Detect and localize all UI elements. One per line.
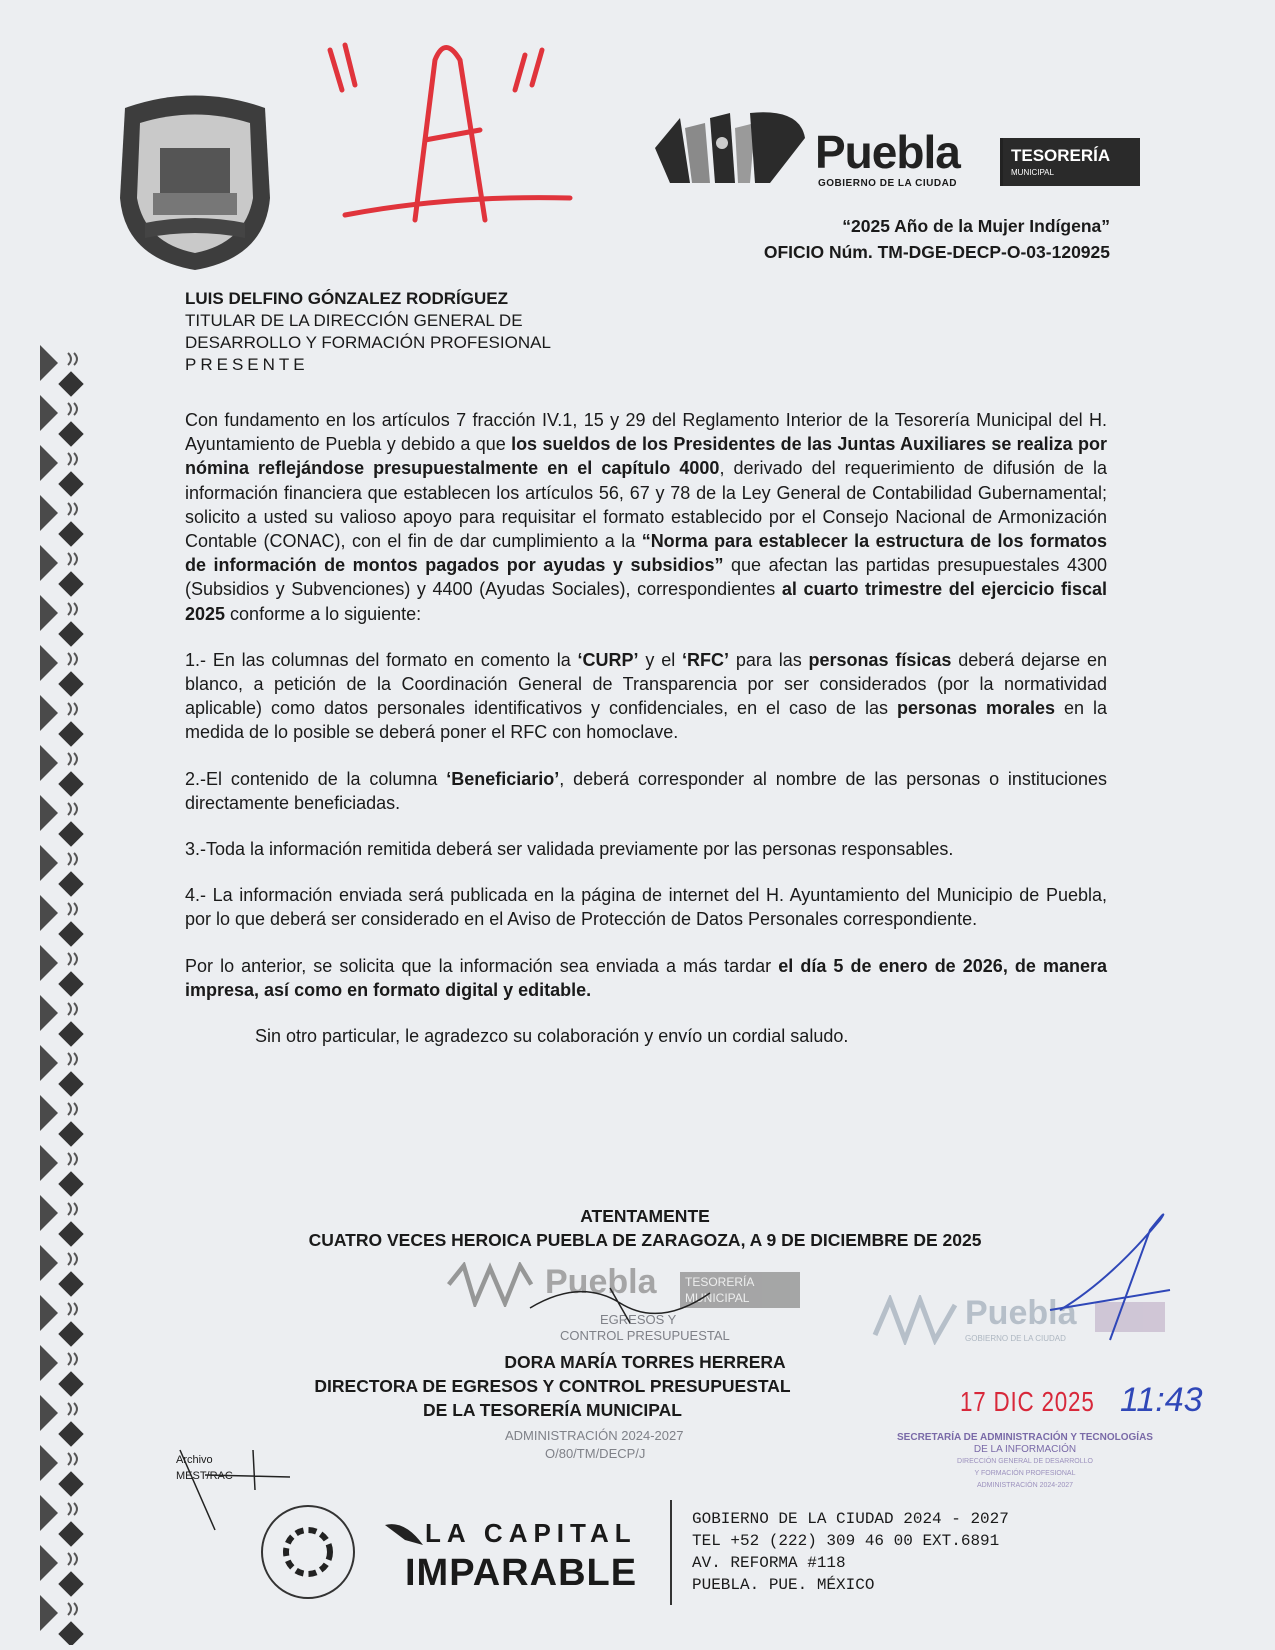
bold-text-segment: “Norma para establecer la estructura de los formatos de información de montos pagados por ayudas y subsidios” (185, 531, 1107, 576)
text-segment: , derivado del requerimiento de difusión de la información financiera que establecen los artículos 56, 67 y 78 de la Ley General de Contabilidad Gubernamental; solicito a usted su valioso apoyo para requisitar el formato establecido por el Consejo Nacional de Armonización Contable (CONAC), con el fin de dar cumplimiento a la (185, 458, 1107, 552)
signature-scribble (520, 1268, 720, 1338)
addressee-title-line2: DESARROLLO Y FORMACIÓN PROFESIONAL (185, 333, 551, 352)
border-motif (40, 395, 84, 447)
border-motif (40, 1545, 84, 1597)
text-segment: 2.-El contenido de la columna (185, 768, 447, 789)
initials-label: MEST/RAC (176, 1470, 233, 1482)
slogan-imparable: IMPARABLE (405, 1552, 638, 1594)
closing-greeting: Sin otro particular, le agradezco su colaboración y envío un cordial saludo. (255, 1026, 849, 1047)
year-slogan: “2025 Año de la Mujer Indígena” (842, 216, 1110, 236)
border-motif (40, 345, 84, 397)
received-date-stamp: 17 DIC 2025 (960, 1386, 1095, 1417)
signer-name: DORA MARÍA TORRES HERRERA (504, 1352, 786, 1372)
received-logo-text: Puebla (965, 1294, 1077, 1332)
footer-address-line: TEL +52 (222) 309 46 00 EXT.6891 (692, 1532, 1000, 1550)
border-motif (40, 1045, 84, 1097)
footer-address (692, 1508, 1009, 1596)
received-dept-line: Y FORMACIÓN PROFESIONAL (974, 1470, 1076, 1477)
text-segment: y el (638, 649, 683, 670)
decorative-border-pattern (30, 345, 90, 1645)
slogan-la-capital: LA CAPITAL (425, 1518, 637, 1548)
bold-text-segment: el día 5 de enero de 2026, de manera impresa, así como en formato digital y editable. (185, 955, 1108, 1000)
received-emblem-icon (870, 1295, 960, 1345)
border-motif (40, 1445, 84, 1497)
stamp-reference: O/80/TM/DECP/J (545, 1446, 646, 1461)
text-segment: en la medida de lo posible se deberá poner el RFC con homoclave. (185, 698, 1107, 743)
body-paragraph-deadline (185, 954, 1107, 1002)
addressee-title-line1: TITULAR DE LA DIRECCIÓN GENERAL DE (185, 311, 523, 330)
stamp-line: EGRESOS Y (600, 1312, 677, 1327)
border-motif (40, 1245, 84, 1297)
border-motif (40, 545, 84, 597)
border-motif (40, 1095, 84, 1147)
border-motif (40, 945, 84, 997)
body-paragraph-item-3 (185, 837, 1107, 861)
stamp-logo-text: Puebla (545, 1263, 657, 1301)
received-logo-subtitle: GOBIERNO DE LA CIUDAD (965, 1334, 1066, 1343)
signer-title-line2: DE LA TESORERÍA MUNICIPAL (423, 1400, 682, 1420)
border-motif (40, 995, 84, 1047)
received-time-handwritten: 11:43 (1120, 1381, 1203, 1419)
border-motif (40, 1495, 84, 1547)
tesoreria-logo-box (1000, 138, 1140, 186)
bold-text-segment: al cuarto trimestre del ejercicio fiscal 2025 (185, 579, 1107, 624)
body-paragraph-intro (185, 408, 1107, 626)
bold-text-segment: personas morales (896, 698, 1056, 719)
text-segment: 4.- La información enviada será publicada en la página de internet del H. Ayuntamiento del Municipio de Puebla, por lo que deberá ser considerado en el Aviso de Protección de Datos Personales correspondiente. (185, 885, 1107, 930)
received-dept-line: ADMINISTRACIÓN 2024-2027 (976, 1482, 1074, 1489)
footer-address-line: GOBIERNO DE LA CIUDAD 2024 - 2027 (692, 1510, 1009, 1528)
border-motif (40, 1595, 84, 1645)
text-segment: Por lo anterior, se solicita que la información sea enviada a más tardar (185, 955, 779, 976)
border-motif (40, 1145, 84, 1197)
bold-text-segment: ‘CURP’ (577, 649, 639, 670)
border-motif (40, 645, 84, 697)
body-paragraph-item-2 (185, 767, 1107, 815)
stamp-line: ADMINISTRACIÓN 2024-2027 (505, 1428, 684, 1443)
border-motif (40, 1345, 84, 1397)
footer-divider (670, 1500, 672, 1605)
archivo-label: Archivo (176, 1454, 213, 1466)
border-motif (40, 1395, 84, 1447)
received-signature (1040, 1200, 1180, 1400)
bold-text-segment: ‘RFC’ (682, 649, 730, 670)
puebla-emblem-icon (650, 108, 810, 188)
footer-address-line: PUEBLA. PUE. MÉXICO (692, 1576, 875, 1594)
text-segment: Con fundamento en los artículos 7 fracción IV.1, 15 y 29 del Reglamento Interior de la Tesorería Municipal del H. Ayuntamiento de Puebla y debido a que (185, 410, 1107, 455)
body-paragraph-item-4 (185, 883, 1107, 931)
stamp-line: CONTROL PRESUPUESTAL (560, 1328, 730, 1343)
border-motif (40, 895, 84, 947)
body-paragraph-item-1 (185, 648, 1107, 745)
text-segment: para las (729, 649, 809, 670)
bold-text-segment: personas físicas (808, 649, 952, 670)
border-motif (40, 795, 84, 847)
addressee-name: LUIS DELFINO GÓNZALEZ RODRÍGUEZ (185, 289, 508, 308)
oficio-number: OFICIO Núm. TM-DGE-DECP-O-03-120925 (763, 242, 1110, 262)
logo-box-title: TESORERÍA (1011, 146, 1111, 165)
border-motif (40, 495, 84, 547)
text-segment: 1.- En las columnas del formato en comento la (185, 649, 578, 670)
text-segment: 3.-Toda la información remitida deberá ser validada previamente por las personas responsables. (185, 839, 954, 860)
stamp-tesoreria: TESORERÍA MUNICIPAL (680, 1272, 800, 1308)
logo-subtitle: GOBIERNO DE LA CIUDAD (818, 178, 958, 189)
signer-title-line1: DIRECTORA DE EGRESOS Y CONTROL PRESUPUESTAL (314, 1376, 791, 1396)
text-segment: conforme a lo siguiente: (225, 603, 422, 624)
text-segment: deberá dejarse en blanco, a petición de la Coordinación General de Transparencia por ser considerados (por la normatividad aplicable) como datos personales identificativos y confidenciales, en el caso de las (185, 649, 1107, 719)
received-dept-line: SECRETARÍA DE ADMINISTRACIÓN Y TECNOLOGÍAS (897, 1432, 1153, 1443)
border-motif (40, 695, 84, 747)
logo-box-subtitle: MUNICIPAL (1011, 168, 1054, 177)
atentamente-label: ATENTAMENTE (580, 1206, 710, 1226)
border-motif (40, 445, 84, 497)
handwritten-red-a-mark (320, 20, 580, 250)
border-motif (40, 595, 84, 647)
bold-text-segment: ‘Beneficiario’ (446, 768, 560, 789)
border-motif (40, 745, 84, 797)
border-motif (40, 1195, 84, 1247)
received-dept-line: DE LA INFORMACIÓN (973, 1444, 1077, 1455)
received-department-stamp (870, 1432, 1180, 1492)
gender-equality-seal-icon (258, 1502, 358, 1602)
place-and-date: CUATRO VECES HEROICA PUEBLA DE ZARAGOZA, A 9 DE DICIEMBRE DE 2025 (308, 1230, 982, 1250)
addressee-block (185, 288, 551, 376)
city-seal-logo (105, 88, 285, 273)
bold-text-segment: los sueldos de los Presidentes de las Juntas Auxiliares se realiza por nómina reflejándose presupuestalmente en el capítulo 4000 (185, 434, 1107, 479)
received-dept-line: DIRECCIÓN GENERAL DE DESARROLLO (957, 1458, 1093, 1465)
border-motif (40, 845, 84, 897)
slogan-left-ornament-icon (385, 1520, 425, 1550)
puebla-logo-text: Puebla (815, 126, 960, 178)
presente-label: PRESENTE (185, 355, 309, 374)
border-motif (40, 1295, 84, 1347)
footer-address-line: AV. REFORMA #118 (692, 1554, 846, 1572)
text-segment: que afectan las partidas presupuestales 4300 (Subsidios y Subvenciones) y 4400 (Ayudas Sociales), correspondientes (185, 555, 1107, 600)
text-segment: , deberá corresponder al nombre de las personas o instituciones directamente beneficiadas. (185, 768, 1107, 813)
letter-body (185, 408, 1107, 1048)
